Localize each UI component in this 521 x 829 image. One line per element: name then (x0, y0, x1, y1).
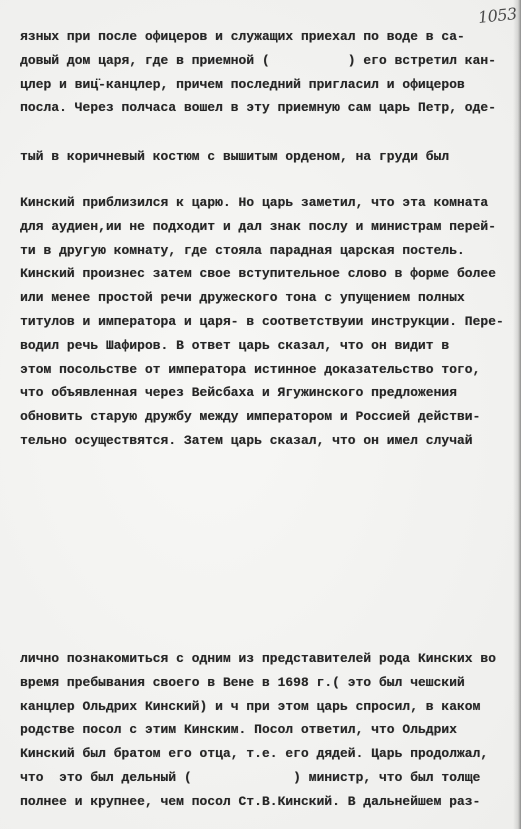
text-line: тый в коричневый костюм с вышитым орденом, на груди был (20, 149, 450, 164)
text-line: ти в другую комнату, где стояла парадная царская постель. (20, 242, 465, 258)
text-line: Кинский был братом его отца, т.е. его дядей. Царь продолжал, (20, 746, 489, 762)
text-block-top (20, 25, 518, 120)
text-line: что это был дельный ( ) министр, что был толще (20, 769, 481, 785)
text-line: Кинский произнес затем свое вступительное слово в форме более (20, 266, 496, 282)
text-line: посла. Через полчаса вошел в эту приемную сам царь Петр, оде- (20, 100, 496, 116)
text-line: титулов и императора и царя- в соответствуии инструкции. Пере- (20, 313, 504, 329)
text-block-single (20, 145, 518, 169)
text-block-middle (20, 191, 518, 453)
text-line: довый дом царя, где в приемной ( ) его встретил кан- (20, 52, 496, 68)
page-number-stamp: 1053 (477, 4, 518, 27)
text-line: тельно осуществятся. Затем царь сказал, что он имел случай (20, 432, 473, 448)
text-line: водил речь Шафиров. В ответ царь сказал, что он видит в (20, 337, 450, 353)
text-line: канцлер Ольдрих Кинский) и ч при этом царь спросил, в каком (20, 698, 481, 714)
text-line: полнее и крупнее, чем посол Ст.В.Кинский. В дальнейшем раз- (20, 793, 481, 809)
text-line: родстве посол с этим Кинским. Посол ответил, что Ольдрих (20, 722, 457, 738)
text-line: этом посольстве от императора истинное доказательство того, (20, 361, 481, 377)
text-line: цлер и виц̈-канцлер, причем последний пригласил и офицеров (20, 76, 465, 92)
text-line: Кинский приблизился к царю. Но царь заметил, что эта комната (20, 195, 489, 210)
text-line: язных при после офицеров и служащих приехал по воде в са- (20, 29, 465, 44)
text-block-bottom (20, 647, 518, 814)
text-line: обновить старую дружбу между императором и Россией действи- (20, 409, 481, 425)
text-line: что объявленная через Вейсбаха и Ягужинского предложения (20, 385, 457, 401)
text-line: или менее простой речи дружеского тона с упущением полных (20, 290, 465, 306)
text-line: лично познакомиться с одним из представителей рода Кинских во (20, 651, 496, 666)
text-line: время пребывания своего в Вене в 1698 г.( это был чешский (20, 674, 465, 690)
text-line: для аудиен,ии не подходит и дал знак послу и министрам перей- (20, 218, 496, 234)
